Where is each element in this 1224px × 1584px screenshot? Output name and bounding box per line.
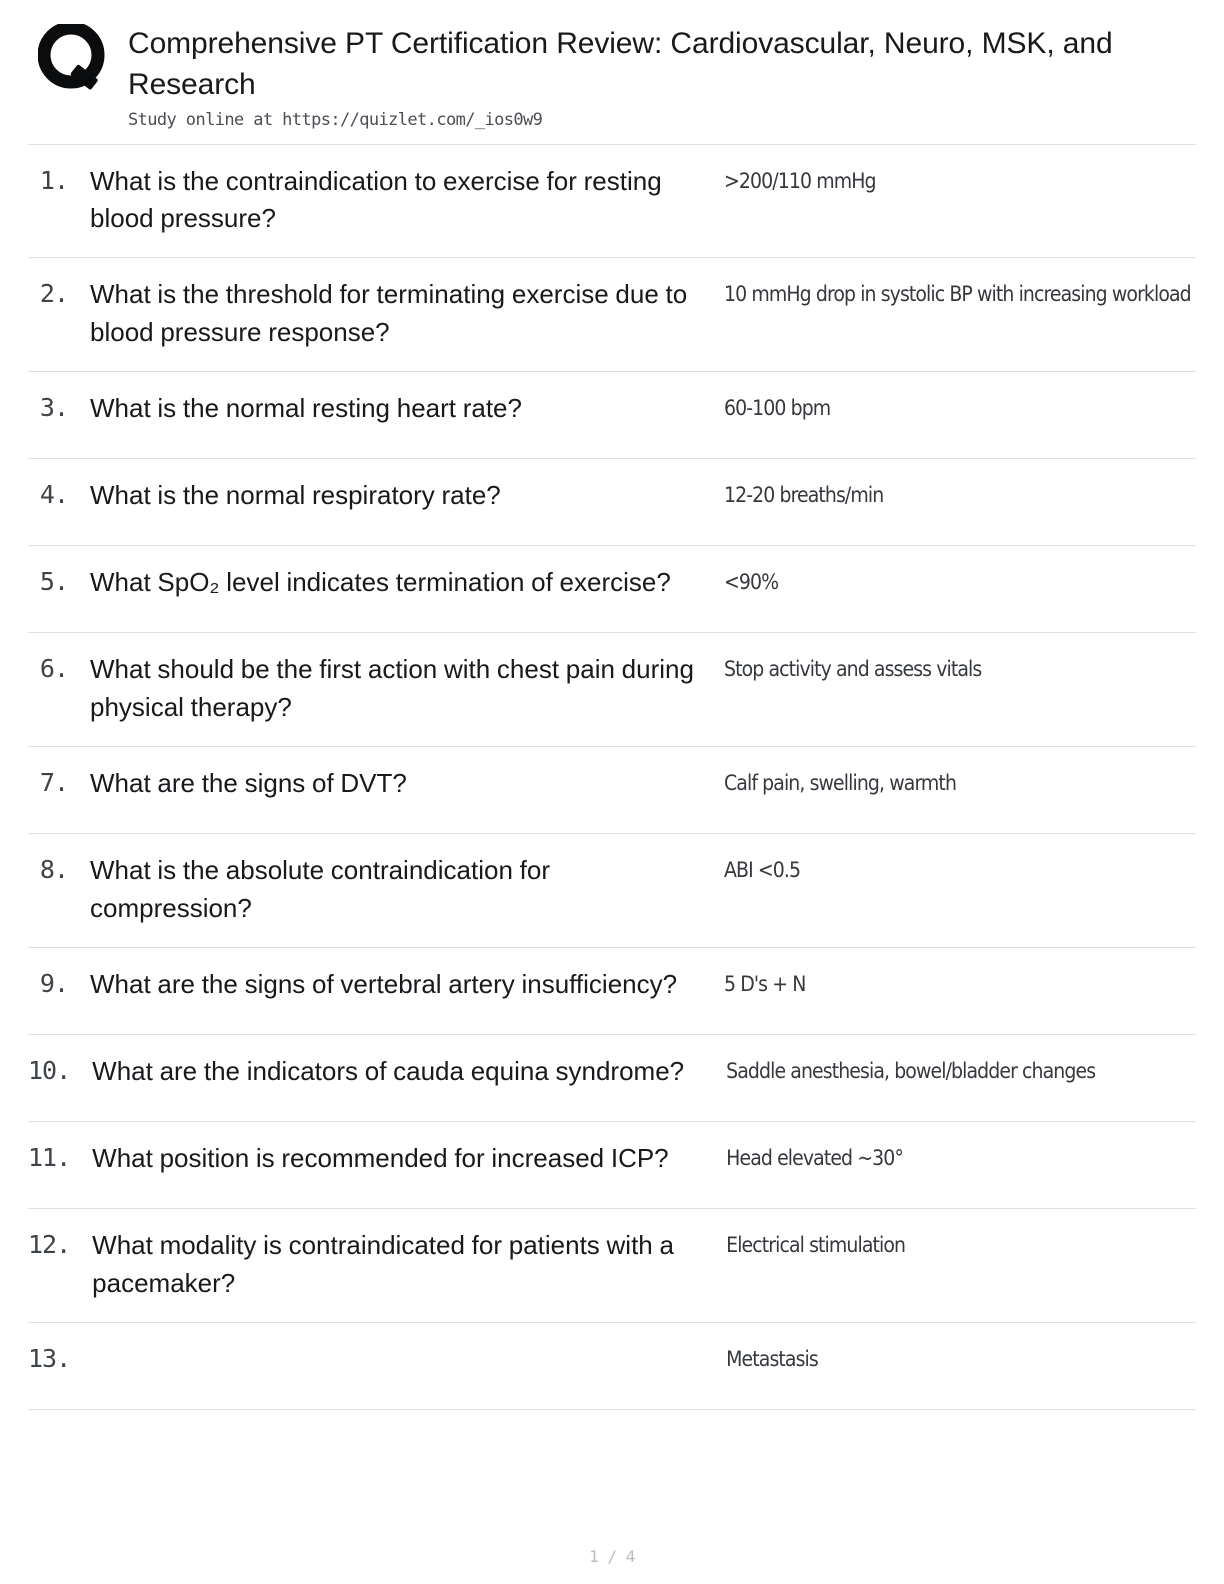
row-definition: Stop activity and assess vitals xyxy=(724,657,982,682)
table-row xyxy=(28,1122,1196,1209)
page-title: Comprehensive PT Certification Review: Cardiovascular, Neuro, MSK, and Research xyxy=(128,27,1113,101)
term-definition-list xyxy=(28,144,1196,1410)
row-definition: >200/110 mmHg xyxy=(724,168,876,193)
table-row xyxy=(28,633,1196,747)
table-row xyxy=(28,459,1196,546)
study-link[interactable]: Study online at https://quizlet.com/_ios0w9 xyxy=(128,109,543,130)
row-term: What modality is contraindicated for patients with a pacemaker? xyxy=(92,1230,674,1298)
row-term: What position is recommended for increased ICP? xyxy=(92,1143,669,1174)
row-definition: <90% xyxy=(724,570,779,595)
row-definition: Metastasis xyxy=(726,1346,818,1371)
page-number: 1 / 4 xyxy=(589,1547,635,1566)
row-number: 8. xyxy=(39,855,68,885)
table-row xyxy=(28,1209,1196,1323)
row-term: What is the normal respiratory rate? xyxy=(90,480,501,511)
row-number: 13. xyxy=(28,1343,71,1373)
row-term: What is the contraindication to exercise for resting blood pressure? xyxy=(90,165,662,234)
row-definition: Electrical stimulation xyxy=(726,1233,906,1258)
row-number: 9. xyxy=(39,969,68,999)
table-row xyxy=(28,948,1196,1035)
table-row xyxy=(28,546,1196,633)
row-number: 12. xyxy=(28,1230,71,1260)
row-term: What are the signs of vertebral artery insufficiency? xyxy=(90,969,678,1000)
row-term: What is the threshold for terminating exercise due to blood pressure response? xyxy=(90,279,688,347)
row-number: 4. xyxy=(39,480,68,510)
row-definition: Calf pain, swelling, warmth xyxy=(724,771,957,796)
row-term: What is the normal resting heart rate? xyxy=(90,393,522,424)
row-definition: Saddle anesthesia, bowel/bladder changes xyxy=(726,1059,1096,1084)
row-definition: 12-20 breaths/min xyxy=(724,483,884,508)
document-header xyxy=(28,22,1196,130)
row-number: 3. xyxy=(39,393,68,423)
table-row xyxy=(28,145,1196,259)
row-number: 11. xyxy=(28,1143,71,1173)
row-definition: ABI <0.5 xyxy=(724,858,801,883)
row-number: 2. xyxy=(39,279,68,309)
row-number: 7. xyxy=(39,768,68,798)
table-row xyxy=(28,372,1196,459)
table-row xyxy=(28,1323,1196,1410)
row-term: What should be the first action with chest pain during physical therapy? xyxy=(90,654,694,722)
table-row xyxy=(28,1035,1196,1122)
row-definition: 10 mmHg drop in systolic BP with increasing workload xyxy=(724,282,1191,307)
header-text-block xyxy=(128,22,1196,130)
row-definition: 60-100 bpm xyxy=(724,396,831,421)
quizlet-q-logo-icon xyxy=(36,22,112,96)
row-number: 10. xyxy=(28,1056,71,1086)
table-row xyxy=(28,834,1196,948)
row-number: 6. xyxy=(39,654,68,684)
row-term: What is the absolute contraindication for compression? xyxy=(90,855,550,923)
row-term: What are the signs of DVT? xyxy=(90,768,407,799)
table-row xyxy=(28,258,1196,372)
row-term: What SpO₂ level indicates termination of exercise? xyxy=(90,567,671,598)
table-row xyxy=(28,747,1196,834)
row-number: 1. xyxy=(39,165,68,195)
row-definition: 5 D's + N xyxy=(724,972,806,997)
row-number: 5. xyxy=(39,567,68,597)
row-term: What are the indicators of cauda equina syndrome? xyxy=(92,1056,685,1087)
row-definition: Head elevated ~30° xyxy=(726,1146,903,1171)
